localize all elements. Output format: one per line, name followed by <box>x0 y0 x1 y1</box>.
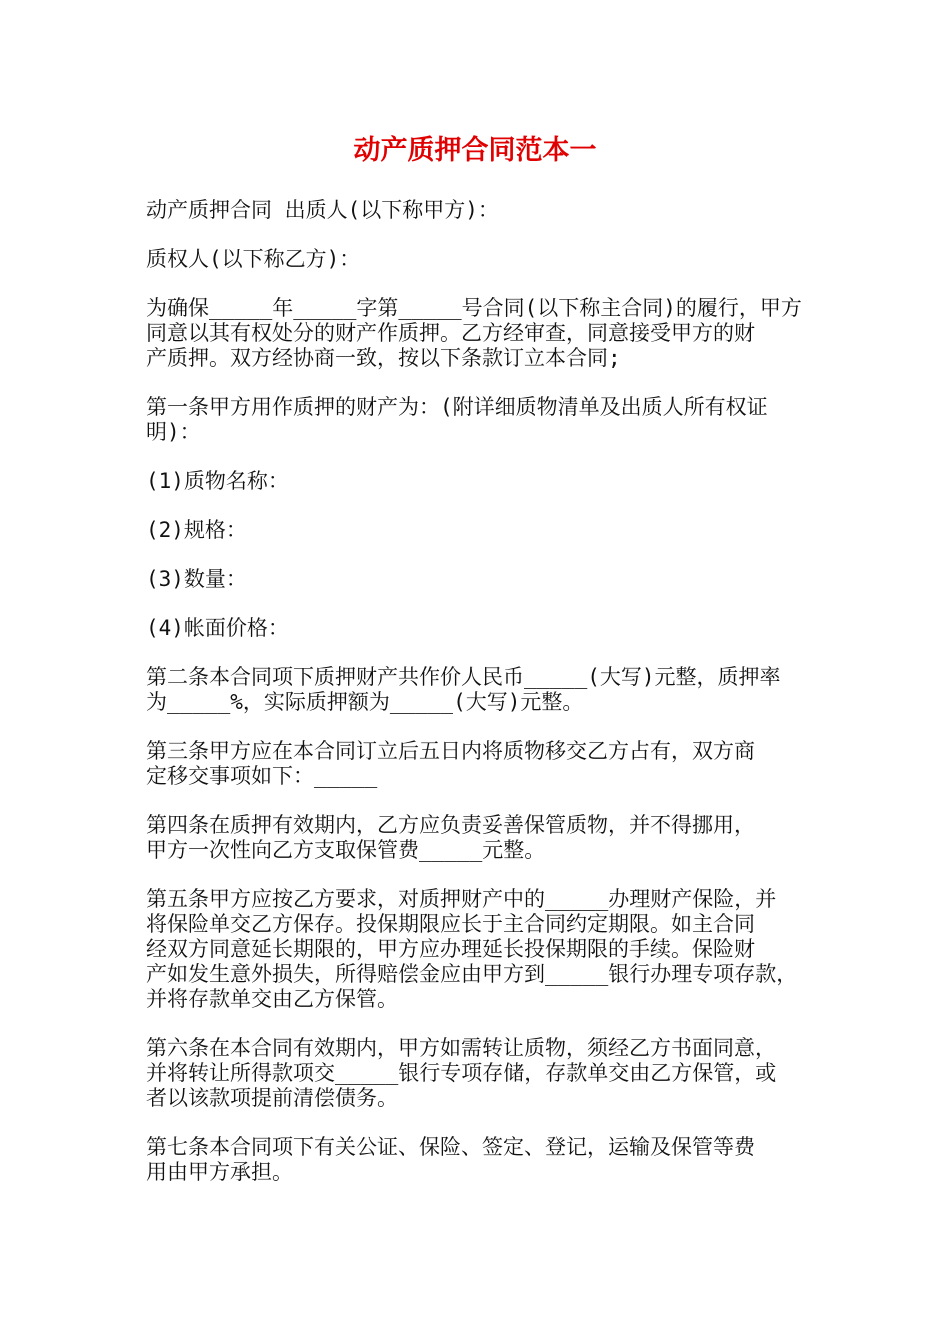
document-body <box>146 198 826 1209</box>
paragraph-preamble: 为确保_____年_____字第_____号合同(以下称主合同)的履行，甲方 同意以其有权处分的财产作质押。乙方经审查，同意接受甲方的财 产质押。双方经协商一致，按以下条款订立本合同; <box>146 296 802 370</box>
paragraph-article-4: 第四条在质押有效期内，乙方应负责妥善保管质物，并不得挪用， 甲方一次性向乙方支取保管费_____元整。 <box>146 813 755 862</box>
paragraph-item-name: (1)质物名称： <box>146 469 289 493</box>
paragraph-item-book-value: (4)帐面价格： <box>146 616 289 640</box>
paragraph-article-6: 第六条在本合同有效期内，甲方如需转让质物，须经乙方书面同意， 并将转让所得款项交_____银行专项存储，存款单交由乙方保管，或 者以该款项提前清偿债务。 <box>146 1036 777 1110</box>
document-title: 动产质押合同范本一 <box>353 135 597 166</box>
paragraph-article-3: 第三条甲方应在本合同订立后五日内将质物移交乙方占有，双方商 定移交事项如下：_____ <box>146 739 755 788</box>
paragraph-pledgee: 质权人(以下称乙方)： <box>146 247 361 271</box>
paragraph-article-7: 第七条本合同项下有关公证、保险、签定、登记，运输及保管等费 用由甲方承担。 <box>146 1135 755 1184</box>
paragraph-article-1: 第一条甲方用作质押的财产为：(附详细质物清单及出质人所有权证 明)： <box>146 395 768 444</box>
paragraph-article-2: 第二条本合同项下质押财产共作价人民币_____(大写)元整，质押率 为_____%，实际质押额为_____(大写)元整。 <box>146 665 781 714</box>
paragraph-item-quantity: (3)数量： <box>146 567 247 591</box>
paragraph-item-spec: (2)规格： <box>146 518 247 542</box>
paragraph-article-5: 第五条甲方应按乙方要求，对质押财产中的_____办理财产保险，并 将保险单交乙方保存。投保期限应长于主合同约定期限。如主合同 经双方同意延长期限的，甲方应办理延长投保期限的手续。保险财 产如发生意外损失，所得赔偿金应由甲方到_____银行办理专项存款， 并将存款单交由乙方保管。 <box>146 887 798 1011</box>
paragraph-parties-pledgor: 动产质押合同 出质人(以下称甲方)： <box>146 198 499 222</box>
